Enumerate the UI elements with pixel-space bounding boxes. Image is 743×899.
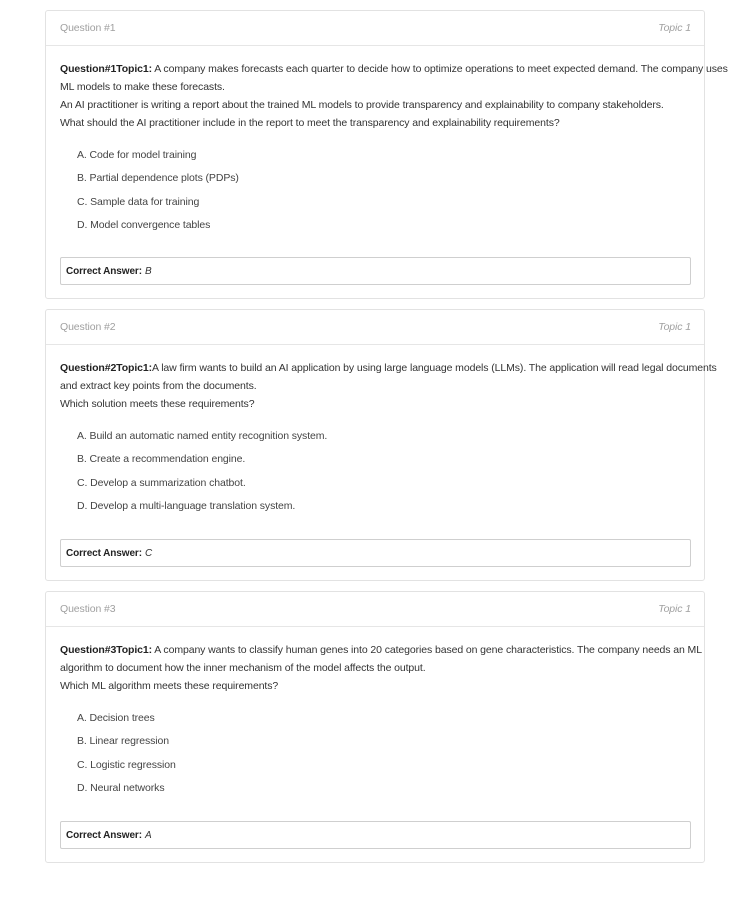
correct-answer-box xyxy=(60,257,691,285)
choice-item[interactable]: C. Develop a summarization chatbot. xyxy=(77,476,246,489)
question-body xyxy=(46,345,717,520)
correct-answer-label: Correct Answer: xyxy=(66,265,142,277)
correct-answer-label: Correct Answer: xyxy=(66,829,142,841)
question-line: Which solution meets these requirements? xyxy=(60,398,255,410)
question-text xyxy=(60,641,704,695)
correct-answer-value: C xyxy=(144,547,153,559)
question-header xyxy=(46,11,704,46)
question-number: Question #1 xyxy=(60,22,116,34)
question-text xyxy=(60,359,717,413)
question-line: ML models to make these forecasts. xyxy=(60,81,225,93)
correct-answer-value: B xyxy=(144,265,152,277)
question-card xyxy=(45,591,705,863)
question-card xyxy=(45,309,717,581)
choice-item[interactable]: B. Linear regression xyxy=(77,735,169,748)
question-line: Which ML algorithm meets these requirements? xyxy=(60,680,279,692)
choice-list xyxy=(60,427,704,520)
choice-item[interactable]: D. Model convergence tables xyxy=(77,218,211,231)
topic-label: Topic 1 xyxy=(658,22,691,34)
question-card xyxy=(45,10,728,299)
question-line: algorithm to document how the inner mechanism of the model affects the output. xyxy=(60,662,426,674)
choice-item[interactable]: A. Build an automatic named entity recognition system. xyxy=(77,430,328,442)
choice-item[interactable]: D. Develop a multi-language translation system. xyxy=(77,499,296,512)
question-header xyxy=(46,592,704,627)
question-number: Question #2 xyxy=(60,321,116,333)
topic-label: Topic 1 xyxy=(658,603,691,615)
choice-item[interactable]: B. Create a recommendation engine. xyxy=(77,453,246,466)
correct-answer-label: Correct Answer: xyxy=(66,547,142,559)
topic-label: Topic 1 xyxy=(658,321,691,333)
question-number: Question #3 xyxy=(60,603,116,615)
question-text xyxy=(60,60,728,132)
choice-list xyxy=(60,146,704,239)
correct-answer-box xyxy=(60,821,691,849)
question-line: Question#3Topic1: A company wants to classify human genes into 20 categories based on gene characteristics. The company needs an ML xyxy=(60,644,702,656)
choice-item[interactable]: A. Code for model training xyxy=(77,149,197,161)
question-line: and extract key points from the documents. xyxy=(60,380,257,392)
question-label: Question#3Topic1: xyxy=(60,644,153,656)
question-line: An AI practitioner is writing a report about the trained ML models to provide transparency and explainability to company stakeholders. xyxy=(60,99,664,111)
question-header xyxy=(46,310,704,345)
question-line: Question#1Topic1: A company makes forecasts each quarter to decide how to optimize operations to meet expected demand. The company uses xyxy=(60,63,728,75)
choice-item[interactable]: D. Neural networks xyxy=(77,781,165,794)
question-line: Question#2Topic1:A law firm wants to build an AI application by using large language models (LLMs). The application will read legal documents xyxy=(60,362,717,374)
question-body xyxy=(46,627,704,802)
choice-item[interactable]: C. Sample data for training xyxy=(77,195,200,208)
correct-answer-value: A xyxy=(144,829,152,841)
choice-item[interactable]: C. Logistic regression xyxy=(77,758,176,771)
question-line: What should the AI practitioner include in the report to meet the transparency and explainability requirements? xyxy=(60,117,560,129)
question-label: Question#1Topic1: xyxy=(60,63,153,75)
choice-item[interactable]: B. Partial dependence plots (PDPs) xyxy=(77,172,239,185)
question-body xyxy=(46,46,728,239)
choice-item[interactable]: A. Decision trees xyxy=(77,712,155,724)
choice-list xyxy=(60,709,704,802)
correct-answer-box xyxy=(60,539,691,567)
question-label: Question#2Topic1: xyxy=(60,362,153,374)
